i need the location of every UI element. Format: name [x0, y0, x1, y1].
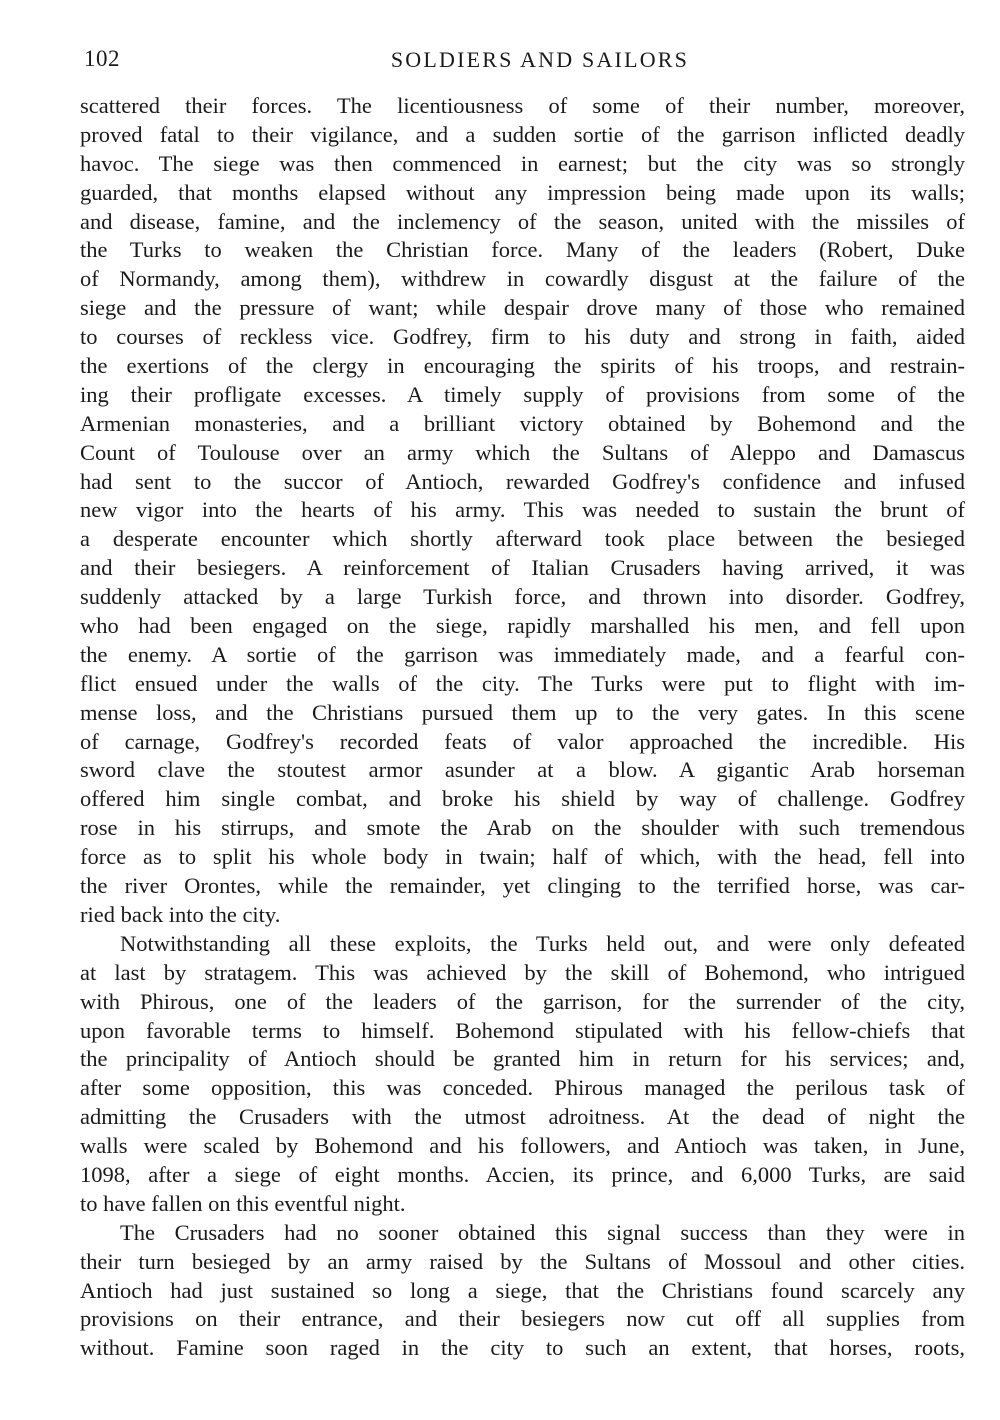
text-line: the principality of Antioch should be granted him in return for his services; and,	[80, 1046, 965, 1072]
text-line: proved fatal to their vigilance, and a sudden sortie of the garrison inflicted deadly	[80, 121, 965, 147]
text-line: ried back into the city.	[80, 901, 281, 927]
page-header	[84, 46, 966, 80]
text-line: 1098, after a siege of eight months. Accien, its prince, and 6,000 Turks, are said	[80, 1161, 965, 1187]
text-line: the river Orontes, while the remainder, yet clinging to the terrified horse, was car-	[80, 873, 965, 899]
text-line: ing their profligate excesses. A timely supply of provisions from some of the	[80, 381, 965, 407]
text-line: siege and the pressure of want; while despair drove many of those who remained	[80, 295, 965, 321]
text-line: walls were scaled by Bohemond and his followers, and Antioch was taken, in June,	[80, 1133, 965, 1159]
text-line: after some opposition, this was conceded. Phirous managed the perilous task of	[80, 1075, 965, 1101]
text-line: suddenly attacked by a large Turkish force, and thrown into disorder. Godfrey,	[80, 584, 965, 610]
body-text	[80, 92, 965, 1363]
running-title: SOLDIERS AND SAILORS	[390, 47, 690, 72]
text-line: a desperate encounter which shortly afterward took place between the besieged	[80, 526, 965, 552]
text-line: of carnage, Godfrey's recorded feats of valor approached the incredible. His	[80, 728, 965, 754]
text-line: provisions on their entrance, and their besiegers now cut off all supplies from	[80, 1306, 965, 1332]
text-line: to courses of reckless vice. Godfrey, firm to his duty and strong in faith, aided	[80, 324, 965, 350]
page-number: 102	[84, 46, 120, 71]
text-line: Armenian monasteries, and a brilliant victory obtained by Bohemond and the	[80, 410, 965, 436]
text-line: Antioch had just sustained so long a siege, that the Christians found scarcely any	[80, 1277, 965, 1303]
text-line: Count of Toulouse over an army which the Sultans of Aleppo and Damascus	[80, 439, 965, 465]
text-line: upon favorable terms to himself. Bohemond stipulated with his fellow-chiefs that	[80, 1017, 965, 1043]
text-line: their turn besieged by an army raised by the Sultans of Mossoul and other cities.	[80, 1248, 965, 1274]
text-line: who had been engaged on the siege, rapidly marshalled his men, and fell upon	[80, 613, 965, 639]
text-line: at last by stratagem. This was achieved by the skill of Bohemond, who intrigued	[80, 959, 965, 985]
text-line: flict ensued under the walls of the city. The Turks were put to flight with im-	[80, 670, 965, 696]
text-line: without. Famine soon raged in the city to such an extent, that horses, roots,	[80, 1335, 965, 1361]
text-line: the exertions of the clergy in encouraging the spirits of his troops, and restrain-	[80, 353, 965, 379]
text-line: havoc. The siege was then commenced in earnest; but the city was so strongly	[80, 150, 965, 176]
text-line: offered him single combat, and broke his shield by way of challenge. Godfrey	[80, 786, 965, 812]
text-line: rose in his stirrups, and smote the Arab on the shoulder with such tremendous	[80, 815, 965, 841]
text-line: of Normandy, among them), withdrew in cowardly disgust at the failure of the	[80, 266, 965, 292]
text-line: new vigor into the hearts of his army. This was needed to sustain the brunt of	[80, 497, 965, 523]
text-line: to have fallen on this eventful night.	[80, 1190, 406, 1216]
text-line: the Turks to weaken the Christian force. Many of the leaders (Robert, Duke	[80, 237, 965, 263]
text-line: and their besiegers. A reinforcement of Italian Crusaders having arrived, it was	[80, 555, 965, 581]
text-line: the enemy. A sortie of the garrison was immediately made, and a fearful con-	[80, 641, 965, 667]
text-line: with Phirous, one of the leaders of the garrison, for the surrender of the city,	[80, 988, 965, 1014]
text-line: sword clave the stoutest armor asunder at a blow. A gigantic Arab horseman	[80, 757, 965, 783]
text-line: guarded, that months elapsed without any impression being made upon its walls;	[80, 179, 965, 205]
text-line: The Crusaders had no sooner obtained this signal success than they were in	[120, 1219, 965, 1245]
text-line: mense loss, and the Christians pursued them up to the very gates. In this scene	[80, 699, 965, 725]
text-line: force as to split his whole body in twain; half of which, with the head, fell into	[80, 844, 965, 870]
text-line: had sent to the succor of Antioch, rewarded Godfrey's confidence and infused	[80, 468, 965, 494]
text-line: Notwithstanding all these exploits, the Turks held out, and were only defeated	[120, 930, 965, 956]
text-line: scattered their forces. The licentiousness of some of their number, moreover,	[80, 93, 965, 118]
text-line: admitting the Crusaders with the utmost adroitness. At the dead of night the	[80, 1104, 965, 1130]
text-line: and disease, famine, and the inclemency of the season, united with the missiles of	[80, 208, 965, 234]
